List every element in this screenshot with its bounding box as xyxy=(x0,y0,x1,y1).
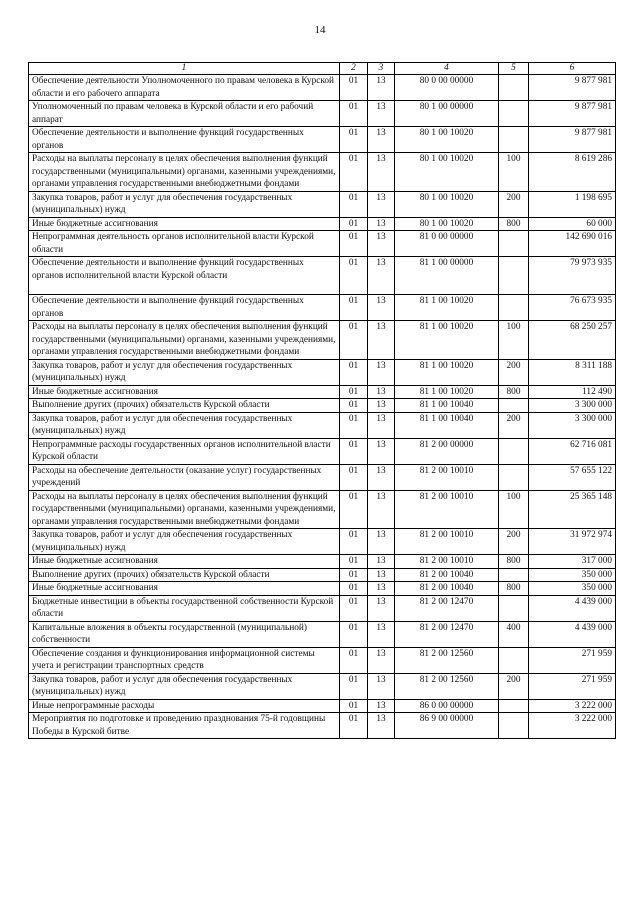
row-amount-cell: 350 000 xyxy=(529,568,616,582)
row-expense-type-cell xyxy=(499,713,529,739)
row-target-article-cell: 80 0 00 00000 xyxy=(395,75,499,101)
row-expense-type-cell xyxy=(499,399,529,413)
row-subsection-cell: 13 xyxy=(368,385,395,399)
row-expense-type-cell: 100 xyxy=(499,153,529,192)
row-section-cell: 01 xyxy=(340,321,368,360)
column-header-section: 2 xyxy=(340,63,368,75)
row-expense-type-cell: 400 xyxy=(499,621,529,647)
row-target-article-cell: 86 0 00 00000 xyxy=(395,699,499,713)
row-section-cell: 01 xyxy=(340,127,368,153)
row-subsection-cell: 13 xyxy=(368,75,395,101)
row-amount-cell: 1 198 695 xyxy=(529,191,616,217)
table-row xyxy=(29,231,616,257)
row-name-cell: Закупка товаров, работ и услуг для обеспечения государственных (муниципальных) нужд xyxy=(29,673,340,699)
row-amount-cell: 271 959 xyxy=(529,647,616,673)
row-section-cell: 01 xyxy=(340,359,368,385)
row-name-cell: Обеспечение деятельности и выполнение функций государственных органов xyxy=(29,127,340,153)
row-section-cell: 01 xyxy=(340,257,368,295)
row-section-cell: 01 xyxy=(340,582,368,596)
row-target-article-cell: 80 1 00 00000 xyxy=(395,101,499,127)
row-expense-type-cell: 200 xyxy=(499,359,529,385)
row-subsection-cell: 13 xyxy=(368,595,395,621)
row-expense-type-cell: 800 xyxy=(499,582,529,596)
row-expense-type-cell xyxy=(499,127,529,153)
table-row xyxy=(29,490,616,529)
column-header-subsection: 3 xyxy=(368,63,395,75)
row-section-cell: 01 xyxy=(340,75,368,101)
row-name-cell: Иные бюджетные ассигнования xyxy=(29,582,340,596)
row-target-article-cell: 81 2 00 10010 xyxy=(395,464,499,490)
row-section-cell: 01 xyxy=(340,699,368,713)
row-target-article-cell: 81 1 00 10040 xyxy=(395,412,499,438)
row-name-cell: Выполнение других (прочих) обязательств Курской области xyxy=(29,568,340,582)
row-section-cell: 01 xyxy=(340,713,368,739)
row-target-article-cell: 86 9 00 00000 xyxy=(395,713,499,739)
row-amount-cell: 9 877 981 xyxy=(529,127,616,153)
row-section-cell: 01 xyxy=(340,101,368,127)
table-row xyxy=(29,217,616,231)
row-amount-cell: 25 365 148 xyxy=(529,490,616,529)
row-target-article-cell: 81 2 00 12560 xyxy=(395,647,499,673)
table-row xyxy=(29,595,616,621)
row-amount-cell: 4 439 000 xyxy=(529,595,616,621)
table-row xyxy=(29,713,616,739)
row-expense-type-cell xyxy=(499,595,529,621)
row-expense-type-cell: 200 xyxy=(499,529,529,555)
row-section-cell: 01 xyxy=(340,295,368,321)
table-row xyxy=(29,582,616,596)
row-expense-type-cell xyxy=(499,568,529,582)
row-amount-cell: 350 000 xyxy=(529,582,616,596)
table-row xyxy=(29,621,616,647)
row-name-cell: Обеспечение деятельности Уполномоченного по правам человека в Курской области и его рабочего аппарата xyxy=(29,75,340,101)
table-row xyxy=(29,257,616,295)
row-section-cell: 01 xyxy=(340,568,368,582)
row-section-cell: 01 xyxy=(340,191,368,217)
row-expense-type-cell: 200 xyxy=(499,673,529,699)
column-header-amount: 6 xyxy=(529,63,616,75)
row-amount-cell: 3 222 000 xyxy=(529,699,616,713)
row-subsection-cell: 13 xyxy=(368,673,395,699)
row-expense-type-cell: 800 xyxy=(499,555,529,569)
row-section-cell: 01 xyxy=(340,217,368,231)
table-row xyxy=(29,399,616,413)
row-target-article-cell: 81 1 00 10020 xyxy=(395,359,499,385)
row-target-article-cell: 81 1 00 10020 xyxy=(395,295,499,321)
row-target-article-cell: 81 2 00 12560 xyxy=(395,673,499,699)
row-subsection-cell: 13 xyxy=(368,153,395,192)
row-subsection-cell: 13 xyxy=(368,257,395,295)
row-name-cell: Закупка товаров, работ и услуг для обеспечения государственных (муниципальных) нужд xyxy=(29,191,340,217)
row-amount-cell: 3 300 000 xyxy=(529,399,616,413)
row-amount-cell: 8 311 188 xyxy=(529,359,616,385)
row-name-cell: Обеспечение создания и функционирования информационной системы учета и регистрации транспортных средств xyxy=(29,647,340,673)
row-expense-type-cell: 100 xyxy=(499,490,529,529)
table-row xyxy=(29,529,616,555)
row-name-cell: Бюджетные инвестиции в объекты государственной собственности Курской области xyxy=(29,595,340,621)
row-subsection-cell: 13 xyxy=(368,191,395,217)
row-name-cell: Капитальные вложения в объекты государственной (муниципальной) собственности xyxy=(29,621,340,647)
row-name-cell: Иные бюджетные ассигнования xyxy=(29,555,340,569)
row-subsection-cell: 13 xyxy=(368,412,395,438)
row-amount-cell: 79 973 935 xyxy=(529,257,616,295)
row-name-cell: Иные бюджетные ассигнования xyxy=(29,217,340,231)
row-section-cell: 01 xyxy=(340,438,368,464)
row-name-cell: Непрограммные расходы государственных органов исполнительной власти Курской области xyxy=(29,438,340,464)
row-section-cell: 01 xyxy=(340,412,368,438)
table-row xyxy=(29,673,616,699)
table-row xyxy=(29,153,616,192)
row-amount-cell: 60 000 xyxy=(529,217,616,231)
row-subsection-cell: 13 xyxy=(368,295,395,321)
row-section-cell: 01 xyxy=(340,490,368,529)
table-body xyxy=(29,75,616,739)
row-expense-type-cell xyxy=(499,75,529,101)
row-name-cell: Уполномоченный по правам человека в Курской области и его рабочий аппарат xyxy=(29,101,340,127)
row-target-article-cell: 81 1 00 10020 xyxy=(395,321,499,360)
row-name-cell: Выполнение других (прочих) обязательств Курской области xyxy=(29,399,340,413)
row-target-article-cell: 81 2 00 12470 xyxy=(395,595,499,621)
row-subsection-cell: 13 xyxy=(368,529,395,555)
row-target-article-cell: 81 2 00 12470 xyxy=(395,621,499,647)
row-target-article-cell: 81 2 00 00000 xyxy=(395,438,499,464)
row-amount-cell: 317 000 xyxy=(529,555,616,569)
row-name-cell: Иные бюджетные ассигнования xyxy=(29,385,340,399)
row-section-cell: 01 xyxy=(340,595,368,621)
row-subsection-cell: 13 xyxy=(368,217,395,231)
row-expense-type-cell xyxy=(499,647,529,673)
row-amount-cell: 9 877 981 xyxy=(529,75,616,101)
row-section-cell: 01 xyxy=(340,231,368,257)
row-amount-cell: 142 690 016 xyxy=(529,231,616,257)
table-row xyxy=(29,385,616,399)
row-expense-type-cell: 800 xyxy=(499,385,529,399)
row-expense-type-cell: 100 xyxy=(499,321,529,360)
row-amount-cell: 57 655 122 xyxy=(529,464,616,490)
table-row xyxy=(29,412,616,438)
row-section-cell: 01 xyxy=(340,399,368,413)
row-subsection-cell: 13 xyxy=(368,438,395,464)
row-amount-cell: 76 673 935 xyxy=(529,295,616,321)
row-target-article-cell: 81 2 00 10040 xyxy=(395,582,499,596)
row-expense-type-cell xyxy=(499,257,529,295)
row-target-article-cell: 81 2 00 10040 xyxy=(395,568,499,582)
row-section-cell: 01 xyxy=(340,555,368,569)
row-target-article-cell: 80 1 00 10020 xyxy=(395,217,499,231)
row-amount-cell: 8 619 286 xyxy=(529,153,616,192)
table-row xyxy=(29,191,616,217)
row-amount-cell: 3 222 000 xyxy=(529,713,616,739)
row-target-article-cell: 81 1 00 10040 xyxy=(395,399,499,413)
row-subsection-cell: 13 xyxy=(368,490,395,529)
row-name-cell: Расходы на выплаты персоналу в целях обеспечения выполнения функций государственными (муниципальными) органами, казенными учреждениями, органами управления государственными внебюджетными фондами xyxy=(29,490,340,529)
row-amount-cell: 271 959 xyxy=(529,673,616,699)
column-header-name: 1 xyxy=(29,63,340,75)
row-target-article-cell: 81 2 00 10010 xyxy=(395,555,499,569)
row-expense-type-cell xyxy=(499,295,529,321)
row-expense-type-cell: 200 xyxy=(499,191,529,217)
row-subsection-cell: 13 xyxy=(368,101,395,127)
row-expense-type-cell: 800 xyxy=(499,217,529,231)
row-target-article-cell: 80 1 00 10020 xyxy=(395,191,499,217)
row-target-article-cell: 81 0 00 00000 xyxy=(395,231,499,257)
table-row xyxy=(29,699,616,713)
row-amount-cell: 31 972 974 xyxy=(529,529,616,555)
row-subsection-cell: 13 xyxy=(368,621,395,647)
row-subsection-cell: 13 xyxy=(368,582,395,596)
row-target-article-cell: 81 1 00 10020 xyxy=(395,385,499,399)
table-row xyxy=(29,555,616,569)
row-expense-type-cell xyxy=(499,438,529,464)
table-row xyxy=(29,464,616,490)
row-expense-type-cell xyxy=(499,231,529,257)
row-subsection-cell: 13 xyxy=(368,555,395,569)
table-row xyxy=(29,321,616,360)
row-section-cell: 01 xyxy=(340,464,368,490)
row-amount-cell: 62 716 081 xyxy=(529,438,616,464)
row-amount-cell: 68 250 257 xyxy=(529,321,616,360)
column-header-expense-type: 5 xyxy=(499,63,529,75)
row-subsection-cell: 13 xyxy=(368,568,395,582)
table-header-row xyxy=(29,63,616,75)
row-section-cell: 01 xyxy=(340,621,368,647)
row-expense-type-cell: 200 xyxy=(499,412,529,438)
row-name-cell: Иные непрограммные расходы xyxy=(29,699,340,713)
table-row xyxy=(29,438,616,464)
row-name-cell: Мероприятия по подготовке и проведению празднования 75-й годовщины Победы в Курской битве xyxy=(29,713,340,739)
column-header-target-article: 4 xyxy=(395,63,499,75)
row-name-cell: Непрограммная деятельность органов исполнительной власти Курской области xyxy=(29,231,340,257)
row-subsection-cell: 13 xyxy=(368,231,395,257)
row-target-article-cell: 81 1 00 00000 xyxy=(395,257,499,295)
row-subsection-cell: 13 xyxy=(368,464,395,490)
row-name-cell: Закупка товаров, работ и услуг для обеспечения государственных (муниципальных) нужд xyxy=(29,529,340,555)
row-subsection-cell: 13 xyxy=(368,321,395,360)
row-name-cell: Обеспечение деятельности и выполнение функций государственных органов исполнительной власти Курской области xyxy=(29,257,340,295)
page-number: 14 xyxy=(314,24,326,36)
row-subsection-cell: 13 xyxy=(368,713,395,739)
row-name-cell: Расходы на выплаты персоналу в целях обеспечения выполнения функций государственными (муниципальными) органами, казенными учреждениями, органами управления государственными внебюджетными фондами xyxy=(29,321,340,360)
row-target-article-cell: 80 1 00 10020 xyxy=(395,127,499,153)
row-expense-type-cell xyxy=(499,464,529,490)
row-section-cell: 01 xyxy=(340,647,368,673)
row-name-cell: Расходы на обеспечение деятельности (оказание услуг) государственных учреждений xyxy=(29,464,340,490)
table-row xyxy=(29,127,616,153)
table-row xyxy=(29,295,616,321)
row-subsection-cell: 13 xyxy=(368,699,395,713)
table-row xyxy=(29,359,616,385)
row-section-cell: 01 xyxy=(340,529,368,555)
row-subsection-cell: 13 xyxy=(368,647,395,673)
budget-table xyxy=(28,62,616,739)
row-name-cell: Обеспечение деятельности и выполнение функций государственных органов xyxy=(29,295,340,321)
row-target-article-cell: 81 2 00 10010 xyxy=(395,529,499,555)
row-section-cell: 01 xyxy=(340,153,368,192)
row-name-cell: Закупка товаров, работ и услуг для обеспечения государственных (муниципальных) нужд xyxy=(29,412,340,438)
row-subsection-cell: 13 xyxy=(368,127,395,153)
row-section-cell: 01 xyxy=(340,385,368,399)
table-row xyxy=(29,568,616,582)
row-amount-cell: 9 877 981 xyxy=(529,101,616,127)
row-name-cell: Закупка товаров, работ и услуг для обеспечения государственных (муниципальных) нужд xyxy=(29,359,340,385)
row-section-cell: 01 xyxy=(340,673,368,699)
table-row xyxy=(29,101,616,127)
table-row xyxy=(29,75,616,101)
row-subsection-cell: 13 xyxy=(368,359,395,385)
row-name-cell: Расходы на выплаты персоналу в целях обеспечения выполнения функций государственными (муниципальными) органами, казенными учреждениями, органами управления государственными внебюджетными фондами xyxy=(29,153,340,192)
row-amount-cell: 4 439 000 xyxy=(529,621,616,647)
row-expense-type-cell xyxy=(499,699,529,713)
row-target-article-cell: 81 2 00 10010 xyxy=(395,490,499,529)
row-expense-type-cell xyxy=(499,101,529,127)
table-row xyxy=(29,647,616,673)
row-amount-cell: 3 300 000 xyxy=(529,412,616,438)
row-subsection-cell: 13 xyxy=(368,399,395,413)
row-amount-cell: 112 490 xyxy=(529,385,616,399)
row-target-article-cell: 80 1 00 10020 xyxy=(395,153,499,192)
